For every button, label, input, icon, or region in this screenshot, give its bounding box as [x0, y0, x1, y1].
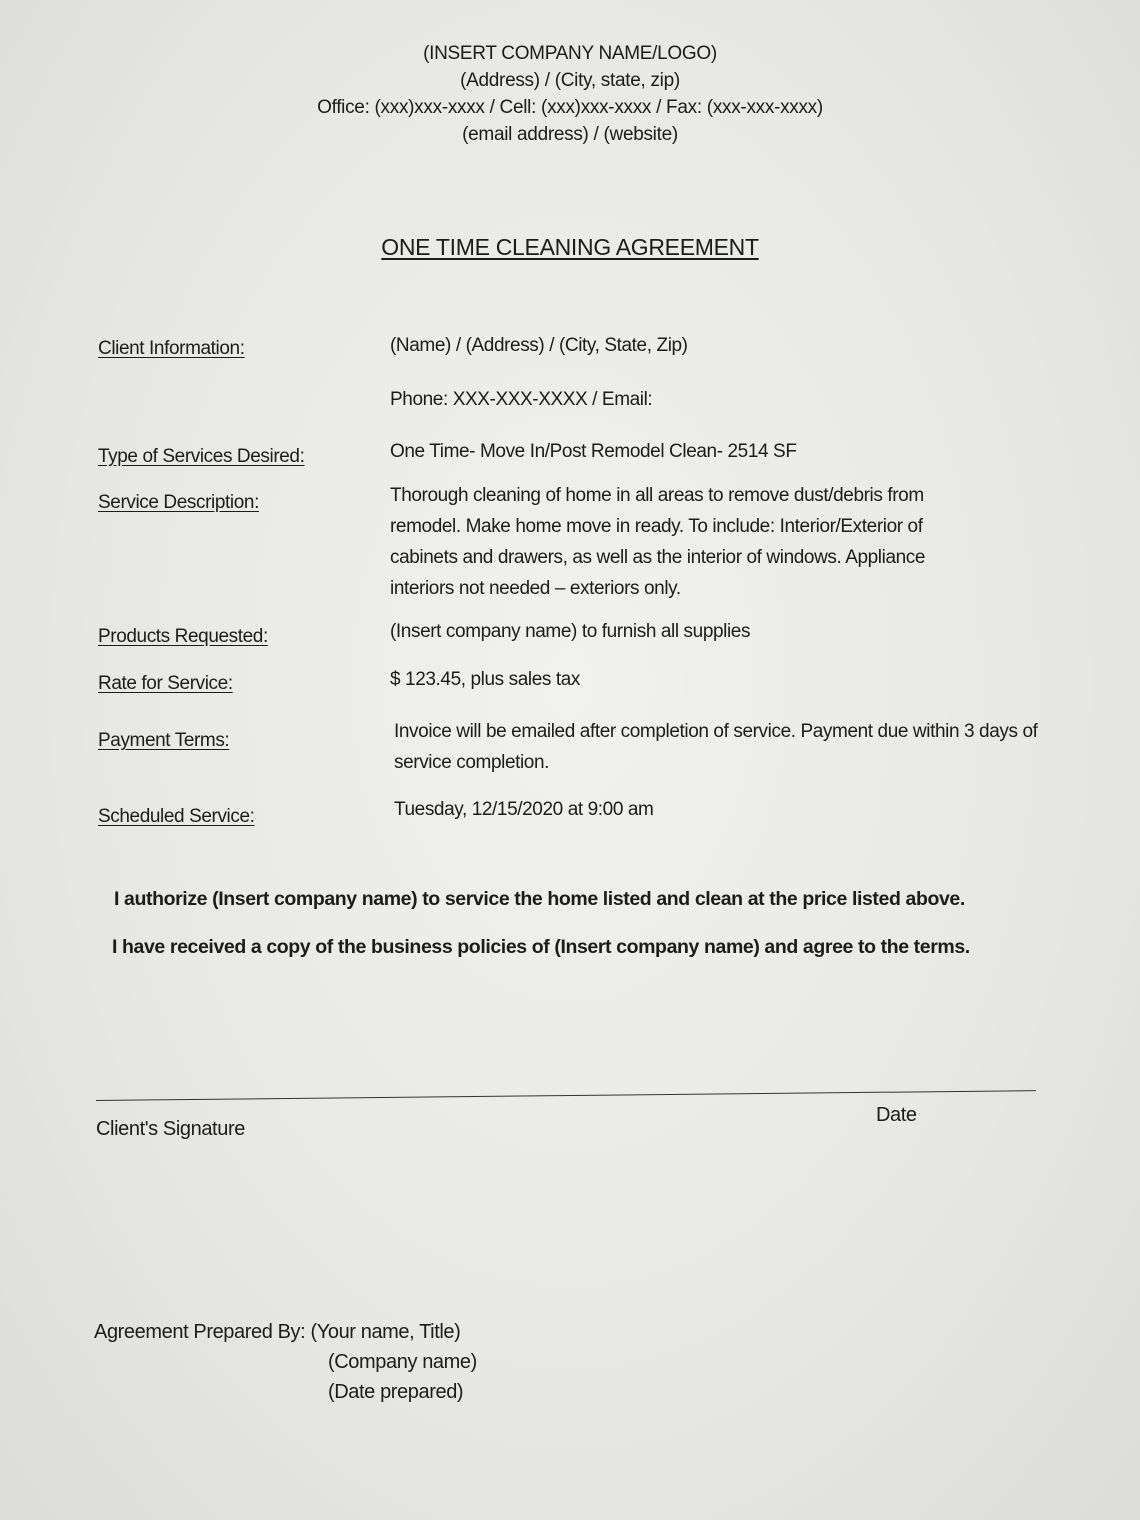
client-signature-label: Client's Signature — [96, 1118, 245, 1140]
company-phones: Office: (xxx)xxx-xxxx / Cell: (xxx)xxx-xxxx / Fax: (xxx-xxx-xxxx) — [317, 97, 823, 118]
document-title-wrap — [0, 234, 1140, 261]
payment-terms-label: Payment Terms: — [98, 730, 230, 751]
prepared-by-block — [94, 1317, 477, 1407]
preparer-name: (Your name, Title) — [310, 1321, 461, 1343]
service-type-label: Type of Services Desired: — [98, 446, 305, 467]
signature-line — [96, 1090, 1036, 1101]
letterhead — [0, 40, 1140, 148]
preparer-company: (Company name) — [328, 1351, 477, 1373]
policies-statement: I have received a copy of the business policies of (Insert company name) and agree to the terms. — [112, 936, 970, 958]
company-address: (Address) / (City, state, zip) — [460, 70, 680, 91]
prepared-by-label: Agreement Prepared By: — [94, 1321, 306, 1343]
date-label: Date — [876, 1104, 917, 1126]
authorization-statement: I authorize (Insert company name) to service the home listed and clean at the price listed above. — [114, 888, 965, 910]
rate-label: Rate for Service: — [98, 673, 233, 694]
client-contact-value: Phone: XXX-XXX-XXXX / Email: — [390, 389, 653, 410]
company-name: (INSERT COMPANY NAME/LOGO) — [423, 43, 717, 64]
rate-value: $ 123.45, plus sales tax — [390, 669, 581, 690]
scheduled-service-label: Scheduled Service: — [98, 806, 255, 827]
products-requested-label: Products Requested: — [98, 626, 268, 647]
service-type-value: One Time- Move In/Post Remodel Clean- 2514 SF — [390, 441, 797, 462]
client-information-label: Client Information: — [98, 338, 245, 359]
document-title: ONE TIME CLEANING AGREEMENT — [381, 234, 759, 260]
client-information-value: (Name) / (Address) / (City, State, Zip) — [390, 335, 688, 356]
payment-terms-value: Invoice will be emailed after completion of service. Payment due within 3 days of service completion. — [394, 721, 1038, 773]
service-description-value: Thorough cleaning of home in all areas to remove dust/debris from remodel. Make home move in ready. To include: Interior/Exterior of cabinets and drawers, as well as the interior of windows. Appliance interiors not needed – exteriors only. — [390, 485, 926, 599]
prepared-date: (Date prepared) — [328, 1381, 464, 1403]
service-description-label: Service Description: — [98, 492, 259, 513]
products-requested-value: (Insert company name) to furnish all supplies — [390, 621, 751, 642]
scheduled-service-value: Tuesday, 12/15/2020 at 9:00 am — [394, 799, 654, 820]
company-web: (email address) / (website) — [462, 124, 678, 145]
